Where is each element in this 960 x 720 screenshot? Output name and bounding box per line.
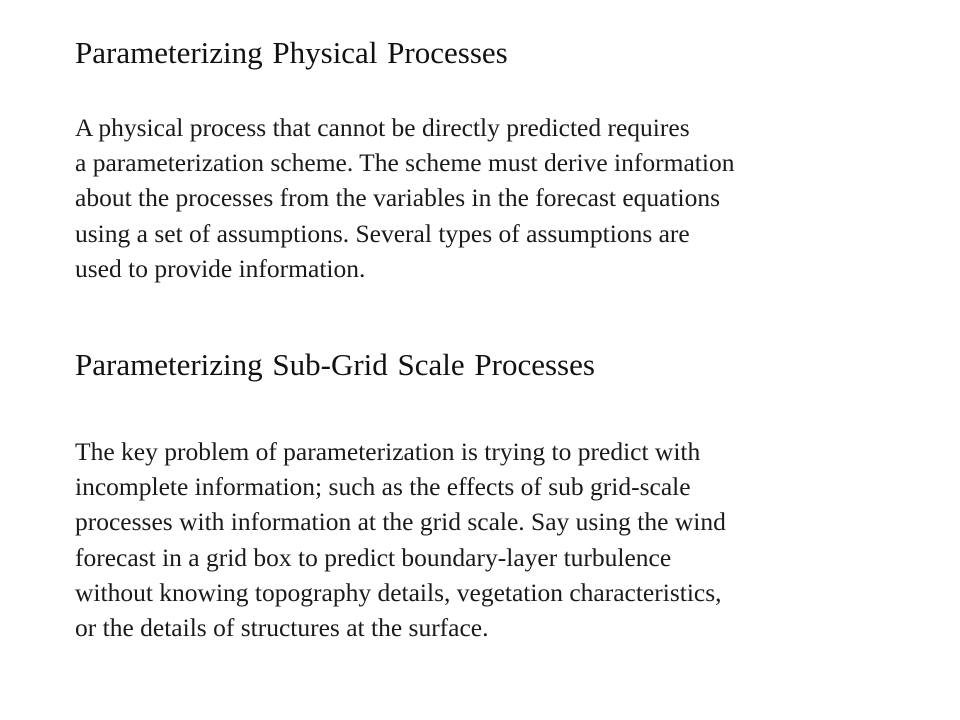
paragraph-line: about the processes from the variables in the forecast equations: [75, 183, 721, 213]
paragraph-line: using a set of assumptions. Several types of assumptions are: [75, 218, 690, 248]
paragraph-sub-grid-processes: [75, 434, 935, 645]
paragraph-line: processes with information at the grid scale. Say using the wind: [75, 507, 726, 537]
paragraph-line: The key problem of parameterization is trying to predict with: [75, 437, 701, 466]
paragraph-line: a parameterization scheme. The scheme must derive information: [75, 148, 735, 178]
paragraph-line: forecast in a grid box to predict boundary-layer turbulence: [75, 542, 672, 572]
section-heading-sub-grid-processes: Parameterizing Sub-Grid Scale Processes: [75, 347, 595, 382]
paragraph-line: incomplete information; such as the effects of sub grid-scale: [75, 472, 691, 502]
paragraph-line: used to provide information.: [75, 253, 366, 283]
section-heading-physical-processes: Parameterizing Physical Processes: [75, 35, 508, 70]
paragraph-physical-processes: [75, 110, 935, 286]
paragraph-line: or the details of structures at the surface.: [75, 613, 489, 643]
paragraph-line: A physical process that cannot be directly predicted requires: [75, 113, 690, 142]
paragraph-line: without knowing topography details, vegetation characteristics,: [75, 577, 722, 607]
